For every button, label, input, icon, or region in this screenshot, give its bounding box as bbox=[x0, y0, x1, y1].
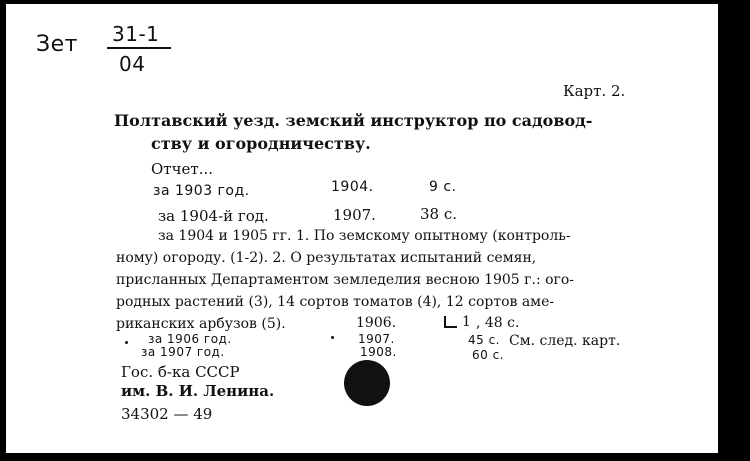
card-heading-line-1: Полтавский уезд. земский инструктор по садовод- bbox=[114, 111, 593, 130]
handwritten-45-pages: 45 с. bbox=[468, 333, 500, 347]
body-line-5: риканских арбузов (5). bbox=[116, 316, 286, 332]
handwritten-fraction-bottom: 04 bbox=[119, 52, 146, 76]
body-line-3: присланных Департаментом земледелия весною 1905 г.: ого- bbox=[116, 272, 575, 288]
entry-1904-pages: 38 с. bbox=[420, 205, 458, 223]
handwritten-60-pages: 60 с. bbox=[472, 348, 504, 362]
entry-1904-label: за 1904-й год. bbox=[158, 207, 269, 225]
catalog-card bbox=[6, 4, 718, 453]
handwritten-1904-year: 1904. bbox=[331, 179, 374, 195]
entry-1905-pages: , 48 с. bbox=[476, 315, 520, 331]
entry-1904-publication-year: 1907. bbox=[333, 206, 376, 224]
handwritten-1906: за 1906 год. bbox=[148, 332, 232, 346]
handwritten-1907-publication: 1907. bbox=[358, 332, 395, 346]
body-line-1: за 1904 и 1905 гг. 1. По земскому опытному (контроль- bbox=[158, 228, 571, 244]
handwritten-1907: за 1907 год. bbox=[141, 345, 225, 359]
library-name-line-2: им. В. И. Ленина. bbox=[121, 382, 275, 400]
card-heading-line-2: ству и огородничеству. bbox=[151, 134, 371, 153]
handwritten-1903: за 1903 год. bbox=[153, 183, 250, 199]
ink-dot bbox=[125, 341, 128, 344]
see-next-card: См. след. карт. bbox=[509, 333, 621, 349]
ink-dot bbox=[331, 336, 334, 339]
library-name-line-1: Гос. б-ка СССР bbox=[121, 363, 240, 381]
body-line-2: ному) огороду. (1-2). 2. О результатах испытаний семян, bbox=[116, 250, 537, 266]
report-label: Отчет... bbox=[151, 160, 213, 178]
fraction-divider bbox=[107, 47, 171, 49]
entry-1905-publication-year: 1906. bbox=[356, 315, 397, 331]
handwritten-9-pages: 9 с. bbox=[429, 179, 457, 195]
handwritten-1908: 1908. bbox=[360, 345, 397, 359]
handwritten-fraction-top: 31-1 bbox=[112, 22, 160, 46]
bracketed-number: 1 bbox=[462, 314, 471, 330]
catalog-number: 34302 — 49 bbox=[121, 405, 213, 423]
card-number: Карт. 2. bbox=[563, 82, 626, 100]
bracket-mark bbox=[444, 316, 457, 328]
handwritten-shelf-code: Зет bbox=[36, 32, 78, 57]
body-line-4: родных растений (3), 14 сортов томатов (4), 12 сортов аме- bbox=[116, 294, 555, 310]
library-ink-stamp bbox=[344, 360, 390, 406]
